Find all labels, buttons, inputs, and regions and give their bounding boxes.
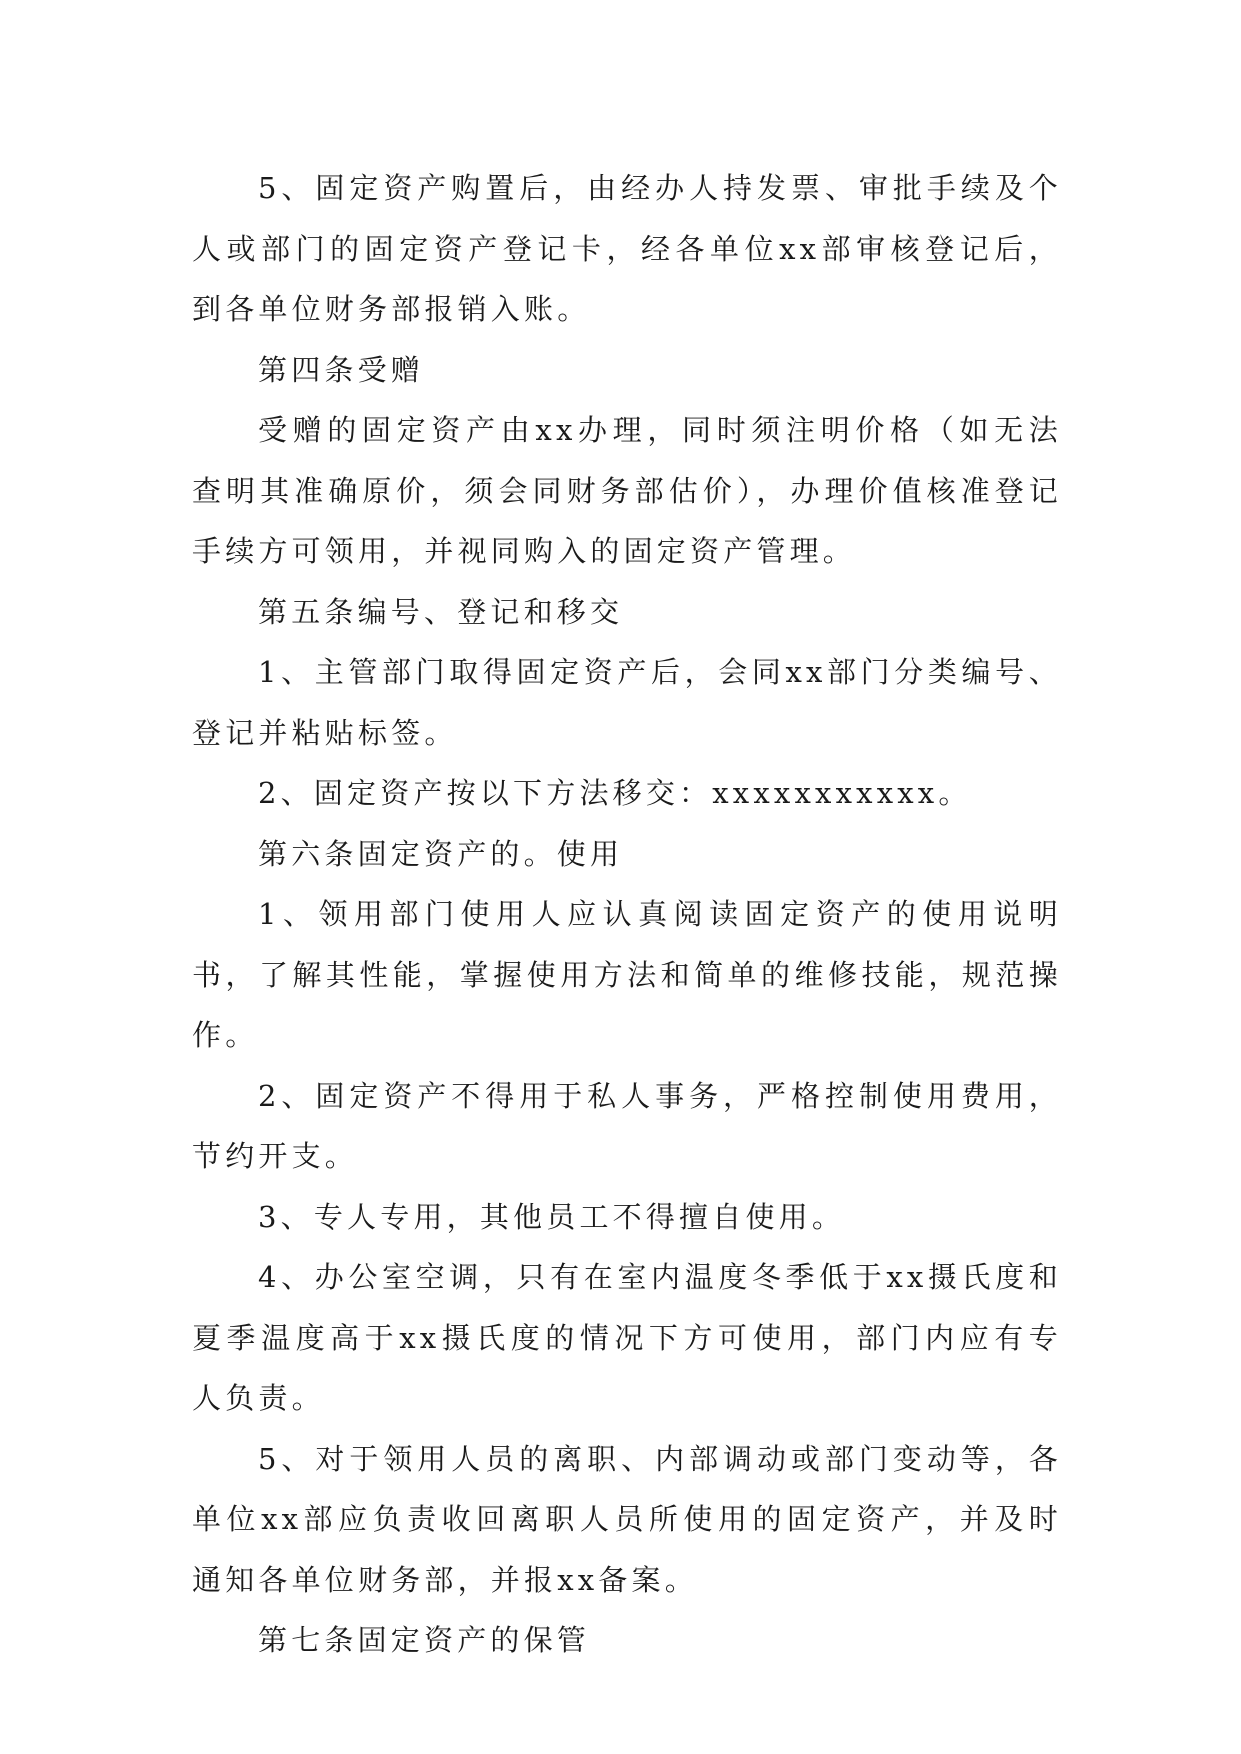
paragraph-donation: 受赠的固定资产由xx办理，同时须注明价格（如无法查明其准确原价，须会同财务部估价），办理价值核准登记手续方可领用，并视同购入的固定资产管理。	[192, 413, 1062, 568]
paragraph-usage-4: 4、办公室空调，只有在室内温度冬季低于xx摄氏度和夏季温度高于xx摄氏度的情况下方可使用，部门内应有专人负责。	[192, 1260, 1062, 1415]
heading-article-6: 第六条固定资产的。使用	[258, 836, 624, 871]
paragraph-numbering: 1、主管部门取得固定资产后，会同xx部门分类编号、登记并粘贴标签。	[192, 655, 1062, 750]
heading-article-7: 第七条固定资产的保管	[258, 1623, 591, 1657]
paragraph-transfer: 2、固定资产按以下方法移交：xxxxxxxxxxx。	[258, 776, 972, 810]
paragraph-usage-1: 1、领用部门使用人应认真阅读固定资产的使用说明书，了解其性能，掌握使用方法和简单的维修技能，规范操作。	[192, 897, 1062, 1052]
paragraph-usage-2: 2、固定资产不得用于私人事务，严格控制使用费用，节约开支。	[192, 1078, 1062, 1173]
document-body	[192, 158, 1062, 1671]
paragraph-purchase-reimbursement: 5、固定资产购置后，由经办人持发票、审批手续及个人或部门的固定资产登记卡，经各单位xx部审核登记后，到各单位财务部报销入账。	[192, 171, 1062, 326]
paragraph-usage-5: 5、对于领用人员的离职、内部调动或部门变动等，各单位xx部应负责收回离职人员所使用的固定资产，并及时通知各单位财务部，并报xx备案。	[192, 1441, 1062, 1597]
heading-article-5: 第五条编号、登记和移交	[258, 594, 624, 629]
paragraph-usage-3: 3、专人专用，其他员工不得擅自使用。	[258, 1199, 846, 1234]
heading-article-4: 第四条受赠	[258, 352, 425, 387]
